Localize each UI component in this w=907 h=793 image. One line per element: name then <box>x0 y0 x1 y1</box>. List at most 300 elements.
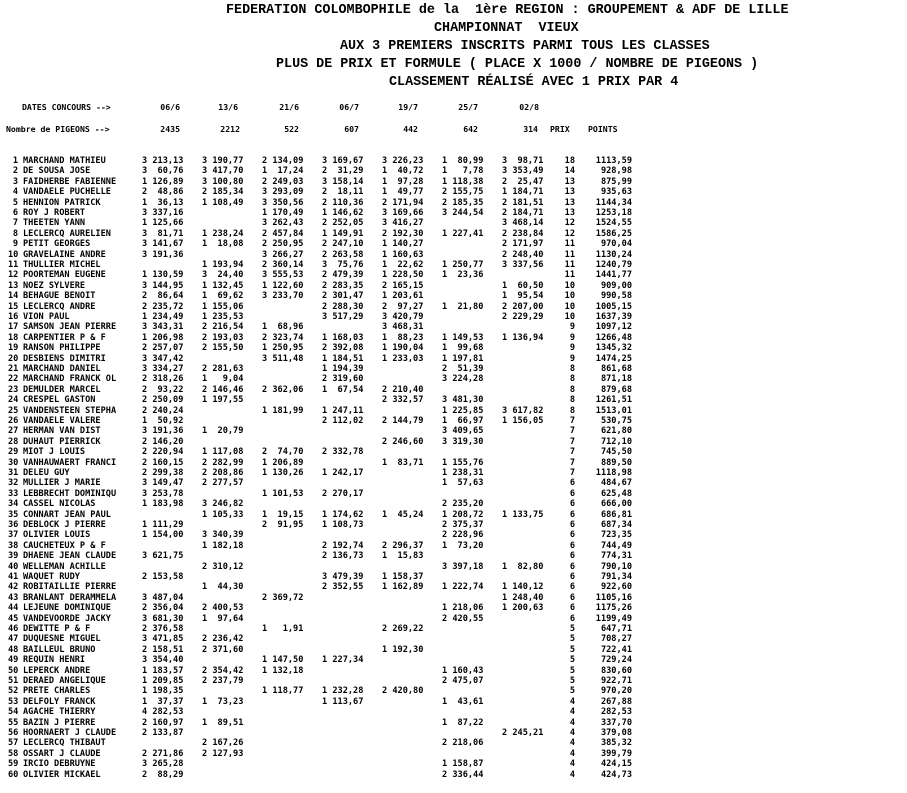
fancier-name-cell: VANDAELE PUCHELLE <box>23 187 111 198</box>
points-cell: 791,34 <box>600 572 632 582</box>
points-header: POINTS <box>588 124 618 134</box>
race-result-cell: 2 354,42 <box>202 665 244 676</box>
race-result-cell: 1 248,40 <box>502 592 544 603</box>
race-result-cell: 1 140,12 <box>502 582 544 593</box>
points-cell: 745,50 <box>600 447 632 458</box>
rank-cell: 48 <box>8 644 19 655</box>
race-result-cell: 1 73,20 <box>442 540 484 551</box>
race-result-cell: 2 88,29 <box>142 769 184 780</box>
race-result-cell: 1 154,00 <box>142 530 184 541</box>
rank-cell: 21 <box>8 364 19 374</box>
race-result-cell: 2 392,08 <box>322 343 364 354</box>
prix-cell: 9 <box>569 343 575 354</box>
fancier-name-cell: WAQUET RUDY <box>23 572 80 582</box>
race-result-cell: 1 133,75 <box>502 509 544 520</box>
prix-cell: 5 <box>569 665 575 676</box>
race-result-cell: 1 36,13 <box>142 197 184 208</box>
points-cell: 337,70 <box>600 717 632 728</box>
table-row <box>0 156 907 166</box>
fancier-name-cell: ROBITAILLIE PIERRE <box>23 582 117 593</box>
race-result-cell: 3 191,36 <box>142 249 184 260</box>
fancier-name-cell: DELEU GUY <box>23 468 70 478</box>
date-cell: 06/7 <box>339 102 359 112</box>
fancier-name-cell: POORTEMAN EUGENE <box>23 270 106 281</box>
race-result-cell: 1 155,06 <box>202 301 244 312</box>
race-result-cell: 1 160,43 <box>442 665 484 676</box>
points-cell: 712,10 <box>600 436 632 447</box>
race-result-cell: 1 242,17 <box>322 468 364 478</box>
fancier-name-cell: VION PAUL <box>23 312 70 322</box>
points-cell: 879,68 <box>600 384 632 395</box>
table-row <box>0 395 907 405</box>
points-cell: 922,60 <box>600 582 632 593</box>
race-result-cell: 2 235,72 <box>142 301 184 312</box>
table-row <box>0 489 907 499</box>
table-row <box>0 468 907 478</box>
prix-cell: 6 <box>569 530 575 541</box>
fancier-name-cell: GRAVELAINE ANDRÉ <box>23 249 106 260</box>
fancier-name-cell: MIOT J LOUIS <box>23 447 86 458</box>
fancier-name-cell: DEBLOCK J PIERRE <box>23 520 106 530</box>
rank-cell: 28 <box>8 436 19 447</box>
points-cell: 424,73 <box>600 769 632 780</box>
rank-cell: 51 <box>8 676 19 686</box>
fancier-name-cell: RANSON PHILIPPE <box>23 343 101 354</box>
race-result-cell: 1 45,24 <box>382 509 424 520</box>
table-row <box>0 312 907 322</box>
fancier-name-cell: THULLIER MICHEL <box>23 260 101 270</box>
table-row <box>0 374 907 384</box>
table-row <box>0 697 907 707</box>
race-result-cell: 2 263,58 <box>322 249 364 260</box>
table-row <box>0 770 907 780</box>
fancier-name-cell: WELLEMAN ACHILLE <box>23 561 106 572</box>
race-result-cell: 2 240,24 <box>142 405 184 416</box>
race-result-cell: 1 193,94 <box>202 260 244 270</box>
race-result-cell: 1 80,99 <box>442 156 484 166</box>
points-cell: 1441,77 <box>595 270 632 281</box>
points-cell: 875,99 <box>600 176 632 187</box>
race-result-cell: 1 250,95 <box>262 343 304 354</box>
race-result-cell: 3 343,31 <box>142 322 184 333</box>
race-result-cell: 2 110,36 <box>322 197 364 208</box>
table-row <box>0 198 907 208</box>
table-row <box>0 603 907 613</box>
table-row <box>0 749 907 759</box>
race-result-cell: 3 213,13 <box>142 156 184 166</box>
date-cell: 06/6 <box>160 102 180 112</box>
points-cell: 385,32 <box>600 738 632 749</box>
race-result-cell: 1 247,11 <box>322 405 364 416</box>
fancier-name-cell: BRANLANT DERAMMELA <box>23 592 117 603</box>
race-result-cell: 3 350,56 <box>262 197 304 208</box>
race-result-cell: 1 235,53 <box>202 312 244 322</box>
ranking-rule: CLASSEMENT RÉALISÉ AVEC 1 PRIX PAR 4 <box>389 75 679 90</box>
points-cell: 830,60 <box>600 665 632 676</box>
prix-cell: 7 <box>569 426 575 437</box>
prix-cell: 6 <box>569 520 575 530</box>
table-row <box>0 426 907 436</box>
race-result-cell: 1 113,67 <box>322 696 364 707</box>
rank-cell: 31 <box>8 468 19 478</box>
table-row <box>0 707 907 717</box>
table-row <box>0 260 907 270</box>
race-result-cell: 3 319,30 <box>442 436 484 447</box>
race-result-cell: 2 74,70 <box>262 447 304 458</box>
table-row <box>0 447 907 457</box>
race-result-cell: 3 81,71 <box>142 228 184 239</box>
race-result-cell: 1 117,08 <box>202 447 244 458</box>
points-cell: 708,27 <box>600 634 632 645</box>
prix-cell: 8 <box>569 405 575 416</box>
table-row <box>0 322 907 332</box>
table-row <box>0 239 907 249</box>
points-cell: 729,24 <box>600 655 632 666</box>
points-cell: 922,71 <box>600 676 632 686</box>
race-result-cell: 2 420,55 <box>442 613 484 624</box>
prix-cell: 5 <box>569 686 575 697</box>
table-row <box>0 177 907 187</box>
race-result-cell: 1 147,50 <box>262 655 304 666</box>
fancier-name-cell: DELFOLY FRANCK <box>23 696 96 707</box>
race-result-cell: 1 197,55 <box>202 395 244 406</box>
prix-cell: 7 <box>569 468 575 478</box>
date-cell: 25/7 <box>458 102 478 112</box>
points-cell: 424,15 <box>600 759 632 770</box>
race-result-cell: 3 233,70 <box>262 291 304 302</box>
table-row <box>0 458 907 468</box>
table-row <box>0 759 907 769</box>
rank-cell: 55 <box>8 717 19 728</box>
rank-cell: 11 <box>8 260 19 270</box>
rank-cell: 17 <box>8 322 19 333</box>
prix-cell: 11 <box>564 260 575 270</box>
race-result-cell: 1 203,61 <box>382 291 424 302</box>
race-result-cell: 2 127,93 <box>202 748 244 759</box>
race-result-cell: 1 73,23 <box>202 696 244 707</box>
table-row <box>0 478 907 488</box>
prix-cell: 5 <box>569 624 575 634</box>
rank-cell: 3 <box>12 176 18 187</box>
fancier-name-cell: CARPENTIER P & F <box>23 332 106 343</box>
points-cell: 990,58 <box>600 291 632 302</box>
race-result-cell: 1 40,72 <box>382 166 424 177</box>
race-result-cell: 2 277,57 <box>202 478 244 489</box>
race-result-cell: 1 67,54 <box>322 384 364 395</box>
race-result-cell: 1 105,33 <box>202 509 244 520</box>
race-result-cell: 3 416,27 <box>382 218 424 229</box>
race-result-cell: 1 158,37 <box>382 572 424 582</box>
prix-header: PRIX <box>550 124 570 134</box>
race-result-cell: 2 236,42 <box>202 634 244 645</box>
pigeon-count-cell: 2212 <box>220 124 240 134</box>
prix-cell: 6 <box>569 551 575 562</box>
race-result-cell: 1 233,03 <box>382 353 424 364</box>
fancier-name-cell: ROY J ROBERT <box>23 208 86 218</box>
fancier-name-cell: HOORNAERT J CLAUDE <box>23 728 117 738</box>
rank-cell: 24 <box>8 395 19 406</box>
prix-cell: 9 <box>569 332 575 343</box>
race-result-cell: 2 93,22 <box>142 384 184 395</box>
race-result-cell: 3 334,27 <box>142 364 184 374</box>
prix-cell: 12 <box>564 218 575 229</box>
prix-cell: 12 <box>564 228 575 239</box>
race-result-cell: 3 149,47 <box>142 478 184 489</box>
race-result-cell: 1 7,78 <box>442 166 484 177</box>
race-result-cell: 2 299,38 <box>142 468 184 478</box>
race-result-cell: 2 250,09 <box>142 395 184 406</box>
race-result-cell: 2 210,40 <box>382 384 424 395</box>
race-result-cell: 1 156,05 <box>502 416 544 426</box>
fancier-name-cell: MARCHAND MATHIEU <box>23 156 106 166</box>
prix-cell: 18 <box>564 156 575 166</box>
prix-cell: 11 <box>564 239 575 250</box>
race-result-cell: 2 185,35 <box>442 197 484 208</box>
rank-cell: 6 <box>12 208 18 218</box>
table-row <box>0 406 907 416</box>
race-result-cell: 3 468,14 <box>502 218 544 229</box>
prix-cell: 6 <box>569 540 575 551</box>
table-row <box>0 270 907 280</box>
race-result-cell: 1 192,30 <box>382 644 424 655</box>
points-cell: 1175,26 <box>595 603 632 614</box>
race-result-cell: 1 44,30 <box>202 582 244 593</box>
race-result-cell: 1 194,39 <box>322 364 364 374</box>
race-result-cell: 3 617,82 <box>502 405 544 416</box>
race-result-cell: 1 66,97 <box>442 416 484 426</box>
race-result-cell: 2 301,47 <box>322 291 364 302</box>
race-result-cell: 2 371,60 <box>202 644 244 655</box>
race-result-cell: 2 246,60 <box>382 436 424 447</box>
pigeon-count-cell: 607 <box>344 124 359 134</box>
fancier-name-cell: NOEZ SYLVERE <box>23 280 86 291</box>
race-result-cell: 1 97,64 <box>202 613 244 624</box>
fancier-name-cell: VANDEVOORDE JACKY <box>23 613 111 624</box>
race-result-cell: 1 190,04 <box>382 343 424 354</box>
prix-cell: 6 <box>569 603 575 614</box>
race-result-cell: 2 160,97 <box>142 717 184 728</box>
rank-cell: 37 <box>8 530 19 541</box>
fancier-name-cell: DEMULDER MARCEL <box>23 384 101 395</box>
race-result-cell: 1 218,06 <box>442 603 484 614</box>
rank-cell: 42 <box>8 582 19 593</box>
race-result-cell: 3 420,79 <box>382 312 424 322</box>
rank-cell: 59 <box>8 759 19 770</box>
race-result-cell: 1 140,27 <box>382 239 424 250</box>
table-row <box>0 302 907 312</box>
table-row <box>0 187 907 197</box>
prix-cell: 4 <box>569 748 575 759</box>
prix-cell: 6 <box>569 488 575 499</box>
race-result-cell: 2 155,50 <box>202 343 244 354</box>
prix-cell: 11 <box>564 270 575 281</box>
race-result-cell: 3 337,16 <box>142 208 184 218</box>
race-result-cell: 2 229,29 <box>502 312 544 322</box>
race-result-cell: 1 118,38 <box>442 176 484 187</box>
rank-cell: 30 <box>8 457 19 468</box>
race-result-cell: 2 400,53 <box>202 603 244 614</box>
race-result-cell: 1 17,24 <box>262 166 304 177</box>
pigeon-count-cell: 642 <box>463 124 478 134</box>
points-cell: 1474,25 <box>595 353 632 364</box>
race-result-cell: 3 293,09 <box>262 187 304 198</box>
championship-title: CHAMPIONNAT VIEUX <box>434 21 579 36</box>
fancier-name-cell: HENNION PATRICK <box>23 197 101 208</box>
race-result-cell: 3 621,75 <box>142 551 184 562</box>
race-result-cell: 1 15,83 <box>382 551 424 562</box>
race-result-cell: 2 356,04 <box>142 603 184 614</box>
race-result-cell: 1 162,89 <box>382 582 424 593</box>
points-cell: 647,71 <box>600 624 632 634</box>
fancier-name-cell: LEJEUNE DOMINIQUE <box>23 603 111 614</box>
fancier-name-cell: OLIVIER LOUIS <box>23 530 91 541</box>
race-result-cell: 1 170,49 <box>262 208 304 218</box>
rank-cell: 27 <box>8 426 19 437</box>
race-result-cell: 2 25,47 <box>502 176 544 187</box>
rank-cell: 56 <box>8 728 19 738</box>
race-result-cell: 1 1,91 <box>262 624 304 634</box>
prix-cell: 6 <box>569 592 575 603</box>
points-cell: 687,34 <box>600 520 632 530</box>
fancier-name-cell: LECLERCQ ANDRÉ <box>23 301 96 312</box>
race-result-cell: 1 225,85 <box>442 405 484 416</box>
fancier-name-cell: AGACHE THIERRY <box>23 707 96 718</box>
race-result-cell: 1 125,66 <box>142 218 184 229</box>
prix-cell: 7 <box>569 436 575 447</box>
points-cell: 1586,25 <box>595 228 632 239</box>
fancier-name-cell: LECLERCQ AURELIEN <box>23 228 111 239</box>
rank-cell: 22 <box>8 374 19 385</box>
race-result-cell: 1 126,89 <box>142 176 184 187</box>
race-result-cell: 3 468,31 <box>382 322 424 333</box>
race-result-cell: 3 471,85 <box>142 634 184 645</box>
race-result-cell: 1 160,63 <box>382 249 424 260</box>
race-result-cell: 3 517,29 <box>322 312 364 322</box>
rank-cell: 60 <box>8 769 19 780</box>
race-result-cell: 3 479,39 <box>322 572 364 582</box>
table-row <box>0 218 907 228</box>
rank-cell: 1 <box>12 156 18 166</box>
rank-cell: 16 <box>8 312 19 322</box>
fancier-name-cell: VANDENSTEEN STEPHA <box>23 405 117 416</box>
rank-cell: 54 <box>8 707 19 718</box>
race-result-cell: 2 136,73 <box>322 551 364 562</box>
table-row <box>0 718 907 728</box>
race-result-cell: 2 245,21 <box>502 728 544 738</box>
rank-cell: 5 <box>12 197 18 208</box>
fancier-name-cell: VANHAUWAERT FRANCI <box>23 457 117 468</box>
prix-cell: 6 <box>569 582 575 593</box>
race-result-cell: 1 168,03 <box>322 332 364 343</box>
race-result-cell: 2 248,40 <box>502 249 544 260</box>
table-row <box>0 551 907 561</box>
points-cell: 744,49 <box>600 540 632 551</box>
race-result-cell: 3 409,65 <box>442 426 484 437</box>
date-cell: 13/6 <box>218 102 238 112</box>
race-result-cell: 2 146,46 <box>202 384 244 395</box>
race-result-cell: 2 153,58 <box>142 572 184 582</box>
fancier-name-cell: DHAENE JEAN CLAUDE <box>23 551 117 562</box>
prix-cell: 8 <box>569 384 575 395</box>
race-result-cell: 1 87,22 <box>442 717 484 728</box>
race-result-cell: 1 136,94 <box>502 332 544 343</box>
points-cell: 1253,18 <box>595 208 632 218</box>
race-result-cell: 2 332,57 <box>382 395 424 406</box>
race-result-cell: 2 336,44 <box>442 769 484 780</box>
race-result-cell: 2 369,72 <box>262 592 304 603</box>
race-result-cell: 2 479,39 <box>322 270 364 281</box>
race-result-cell: 2 171,94 <box>382 197 424 208</box>
prix-cell: 6 <box>569 561 575 572</box>
dates-label: DATES CONCOURS --> <box>22 102 111 112</box>
race-result-cell: 2 318,26 <box>142 374 184 385</box>
rank-cell: 46 <box>8 624 19 634</box>
prix-cell: 9 <box>569 353 575 364</box>
race-result-cell: 2 192,30 <box>382 228 424 239</box>
prix-cell: 4 <box>569 707 575 718</box>
points-cell: 790,10 <box>600 561 632 572</box>
rank-cell: 41 <box>8 572 19 582</box>
fancier-name-cell: IRCIO DEBRUYNE <box>23 759 96 770</box>
race-result-cell: 3 244,54 <box>442 208 484 218</box>
race-result-cell: 1 60,50 <box>502 280 544 291</box>
fancier-name-cell: FAIDHERBE FABIENNE <box>23 176 117 187</box>
race-result-cell: 1 238,31 <box>442 468 484 478</box>
race-result-cell: 1 108,73 <box>322 520 364 530</box>
date-cell: 21/6 <box>279 102 299 112</box>
rank-cell: 36 <box>8 520 19 530</box>
points-cell: 666,00 <box>600 499 632 510</box>
table-row <box>0 676 907 686</box>
race-result-cell: 3 353,49 <box>502 166 544 177</box>
race-result-cell: 3 681,30 <box>142 613 184 624</box>
rank-cell: 20 <box>8 353 19 364</box>
race-result-cell: 3 75,76 <box>322 260 364 270</box>
race-result-cell: 4 282,53 <box>142 707 184 718</box>
race-result-cell: 2 283,35 <box>322 280 364 291</box>
table-row <box>0 437 907 447</box>
race-result-cell: 2 360,14 <box>262 260 304 270</box>
rank-cell: 29 <box>8 447 19 458</box>
pigeon-count-cell: 522 <box>284 124 299 134</box>
race-result-cell: 1 23,36 <box>442 270 484 281</box>
race-result-cell: 3 141,67 <box>142 239 184 250</box>
race-result-cell: 3 191,36 <box>142 426 184 437</box>
points-cell: 1240,79 <box>595 260 632 270</box>
table-row <box>0 208 907 218</box>
race-result-cell: 3 246,82 <box>202 499 244 510</box>
rank-cell: 35 <box>8 509 19 520</box>
race-result-cell: 3 354,40 <box>142 655 184 666</box>
rank-cell: 4 <box>12 187 18 198</box>
table-row <box>0 686 907 696</box>
race-result-cell: 3 169,67 <box>322 156 364 166</box>
race-result-cell: 3 337,56 <box>502 260 544 270</box>
table-row <box>0 364 907 374</box>
table-row <box>0 333 907 343</box>
points-cell: 970,20 <box>600 686 632 697</box>
race-result-cell: 3 190,77 <box>202 156 244 166</box>
points-cell: 723,35 <box>600 530 632 541</box>
race-result-cell: 2 319,60 <box>322 374 364 385</box>
rank-cell: 25 <box>8 405 19 416</box>
race-result-cell: 1 49,77 <box>382 187 424 198</box>
rank-cell: 58 <box>8 748 19 759</box>
fancier-name-cell: CAUCHETEUX P & F <box>23 540 106 551</box>
date-cell: 19/7 <box>398 102 418 112</box>
race-result-cell: 1 149,53 <box>442 332 484 343</box>
race-result-cell: 3 487,04 <box>142 592 184 603</box>
